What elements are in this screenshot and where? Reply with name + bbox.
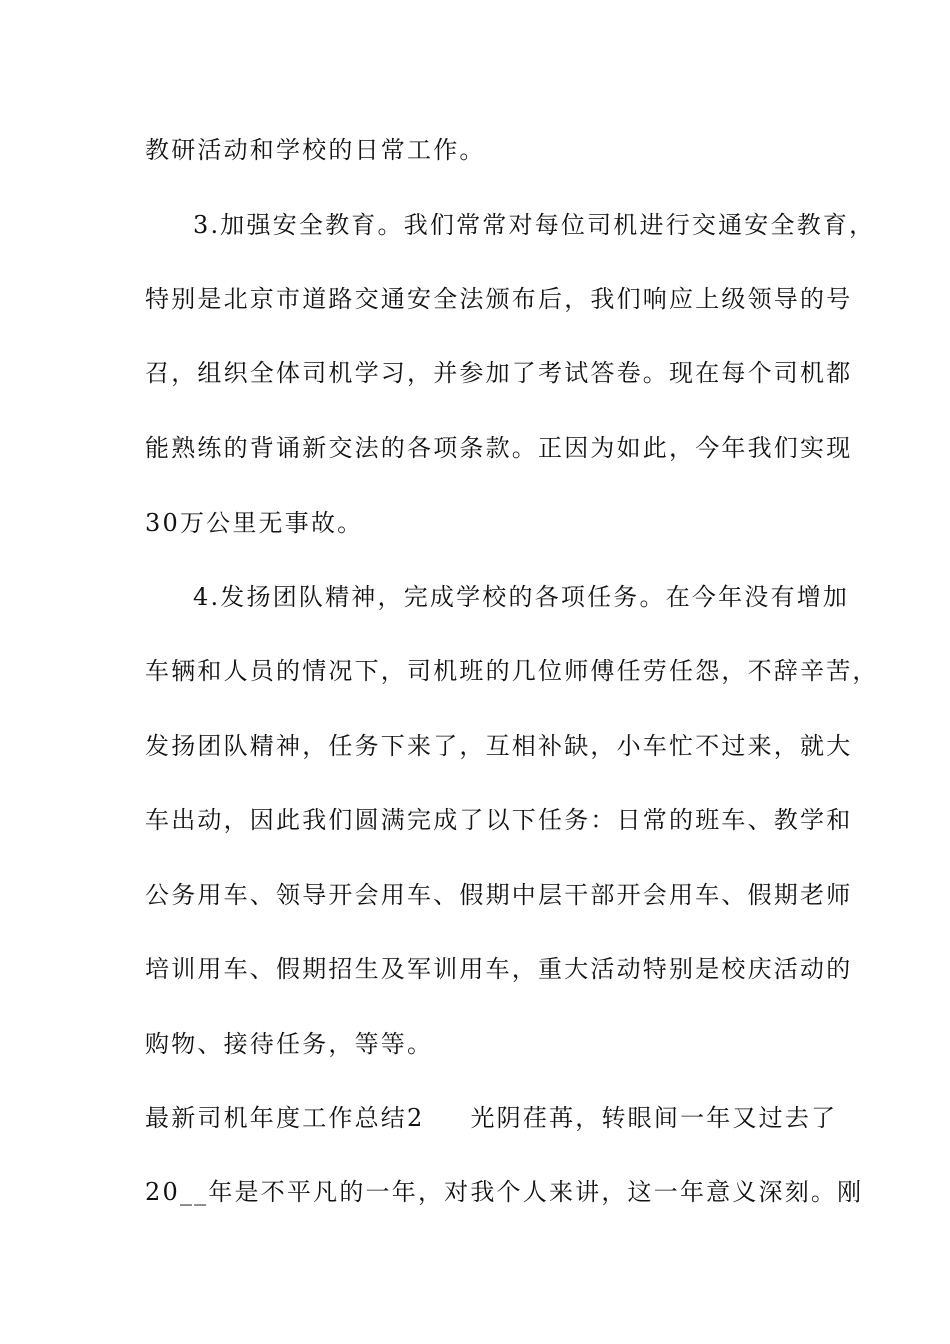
paragraph-line: 车出动，因此我们圆满完成了以下任务：日常的班车、教学和 (145, 806, 853, 834)
paragraph-line: 4.发扬团队精神，完成学校的各项任务。在今年没有增加 (193, 583, 850, 611)
paragraph-line: 召，组织全体司机学习，并参加了考试答卷。现在每个司机都 (145, 359, 853, 387)
paragraph-line: 培训用车、假期招生及军训用车，重大活动特别是校庆活动的 (145, 955, 853, 983)
section-first-line: 光阴荏苒，转眼间一年又过去了 (470, 1104, 838, 1132)
paragraph-line: 30万公里无事故。 (145, 509, 364, 537)
paragraph-line: 特别是北京市道路交通安全法颁布后，我们响应上级领导的号 (145, 285, 853, 313)
paragraph-line: 3.加强安全教育。我们常常对每位司机进行交通安全教育， (193, 211, 876, 239)
paragraph-line: 车辆和人员的情况下，司机班的几位师傅任劳任怨，不辞辛苦， (145, 657, 879, 685)
paragraph-line: 公务用车、领导开会用车、假期中层干部开会用车、假期老师 (145, 881, 853, 909)
paragraph-line: 购物、接待任务，等等。 (145, 1030, 434, 1058)
paragraph-line: 20__年是不平凡的一年，对我个人来讲，这一年意义深刻。刚 (145, 1178, 864, 1206)
paragraph-line: 发扬团队精神，任务下来了，互相补缺，小车忙不过来，就大 (145, 732, 853, 760)
section-heading-line (145, 1102, 838, 1134)
section-heading: 最新司机年度工作总结2 (145, 1104, 425, 1132)
paragraph-line: 能熟练的背诵新交法的各项条款。正因为如此，今年我们实现 (145, 434, 853, 462)
paragraph-line: 教研活动和学校的日常工作。 (145, 136, 486, 164)
